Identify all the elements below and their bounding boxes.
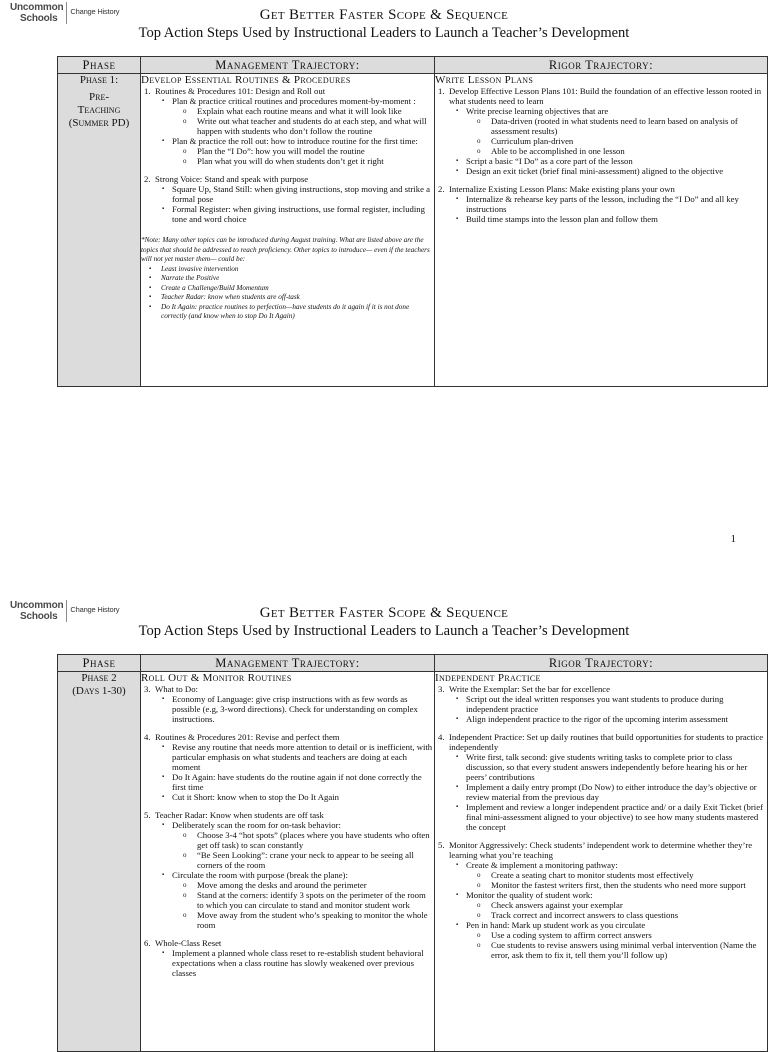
step-number: 5. — [144, 810, 151, 820]
sub-step — [435, 156, 767, 166]
sub-step — [435, 714, 767, 724]
page-number: 1 — [730, 533, 736, 545]
item-text: Create a Challenge/Build Momentum — [161, 283, 269, 292]
bullet-marker: ▪ — [456, 784, 459, 790]
rigor-header: Rigor Trajectory: — [435, 655, 768, 672]
sub-sub-step — [141, 910, 434, 930]
bullet-marker: o — [477, 881, 481, 889]
bullet-marker: ▪ — [456, 108, 459, 114]
bullet-marker: o — [183, 117, 187, 125]
logo-tagline: Change History — [70, 605, 120, 614]
item-text: Implement and review a longer independent practice and/ or a daily Exit Ticket (brief final mini-assessment aligned to your objective) to see how many students mastered the concept — [466, 802, 763, 832]
logo-line-2: Schools — [20, 13, 58, 24]
sub-step — [435, 214, 767, 224]
sub-sub-step — [435, 940, 767, 960]
step-number: 3. — [144, 684, 151, 694]
logo-line-1: Uncommon — [10, 2, 64, 13]
management-header: Management Trajectory: — [141, 655, 435, 672]
bullet-marker: ▪ — [456, 754, 459, 760]
page-title: Get Better Faster Scope & Sequence — [259, 605, 509, 621]
phase-label-line: Pre- — [88, 91, 109, 103]
rigor-header: Rigor Trajectory: — [435, 57, 768, 74]
bullet-marker: ▪ — [456, 216, 459, 222]
table-row — [58, 74, 768, 387]
step-number: 5. — [438, 840, 445, 850]
sub-step — [141, 820, 434, 830]
bullet-marker: ▪ — [456, 892, 459, 898]
bullet-marker: ▪ — [149, 265, 152, 272]
item-text: Pen in hand: Mark up student work as you circulate — [466, 920, 646, 930]
item-text: What to Do: — [155, 684, 198, 694]
item-text: Deliberately scan the room for on-task behavior: — [172, 820, 341, 830]
action-step — [141, 732, 434, 742]
sub-sub-step — [435, 116, 767, 136]
management-cell — [141, 672, 435, 1052]
item-text: Teacher Radar: know when students are off-task — [161, 293, 300, 301]
sub-sub-step — [435, 136, 767, 146]
page-title: Get Better Faster Scope & Sequence — [259, 7, 509, 23]
bullet-marker: o — [183, 891, 187, 899]
item-text: Narrate the Positive — [161, 274, 220, 282]
item-text: Choose 3-4 “hot spots” (places where you have students who often get off task) to scan constantly — [197, 830, 430, 850]
sub-sub-step — [141, 890, 434, 910]
action-step — [435, 86, 767, 106]
item-text: Whole-Class Reset — [155, 938, 222, 948]
sub-sub-step — [141, 156, 434, 166]
page-subtitle: Top Action Steps Used by Instructional Leaders to Launch a Teacher’s Development — [138, 623, 630, 639]
sub-step — [435, 802, 767, 832]
sub-sub-step — [141, 850, 434, 870]
item-text: Align independent practice to the rigor of the upcoming interim assessment — [466, 714, 729, 724]
item-text: Build time stamps into the lesson plan and follow them — [466, 214, 658, 224]
sub-step — [435, 860, 767, 870]
logo-tagline: Change History — [70, 7, 120, 16]
phase-header: Phase — [58, 57, 141, 74]
step-number: 2. — [438, 184, 445, 194]
bullet-marker: ▪ — [456, 168, 459, 174]
item-text: Script out the ideal written responses you want students to produce during independent practice — [466, 694, 724, 714]
sub-step — [435, 920, 767, 930]
note-item — [141, 274, 434, 284]
bullet-marker: ▪ — [162, 822, 165, 828]
bullet-marker: ▪ — [162, 696, 165, 702]
step-number: 1. — [144, 86, 151, 96]
action-step — [141, 86, 434, 96]
note-item — [141, 303, 434, 322]
bullet-marker: o — [477, 137, 481, 145]
bullet-marker: ▪ — [149, 275, 152, 281]
item-text: Internalize Existing Lesson Plans: Make existing plans your own — [449, 184, 675, 194]
step-number: 1. — [438, 86, 445, 96]
sub-step — [435, 166, 767, 176]
bullet-marker: ▪ — [162, 872, 165, 878]
section-title: Write Lesson Plans — [435, 74, 534, 86]
bullet-marker: ▪ — [456, 696, 459, 702]
bullet-marker: ▪ — [149, 303, 152, 310]
action-step — [141, 938, 434, 948]
page-subtitle: Top Action Steps Used by Instructional Leaders to Launch a Teacher’s Development — [138, 25, 630, 41]
item-text: Revise any routine that needs more attention to detail or is inefficient, with particular emphasis on what students and teachers are doing at each moment — [172, 742, 433, 772]
section-title: Develop Essential Routines & Procedures — [141, 74, 351, 86]
bullet-marker: ▪ — [456, 922, 459, 928]
table-header-row — [58, 655, 768, 672]
bullet-marker: o — [183, 157, 187, 165]
item-text: Cut it Short: know when to stop the Do It Again — [172, 792, 339, 802]
phase-label — [58, 672, 140, 698]
bullet-marker: ▪ — [162, 138, 165, 144]
sub-step — [141, 948, 434, 978]
sub-step — [141, 136, 434, 146]
phase-label-line: Phase 2 — [81, 672, 117, 684]
bullet-marker: ▪ — [149, 284, 152, 291]
sub-sub-step — [141, 830, 434, 850]
sub-step — [435, 752, 767, 782]
step-number: 6. — [144, 938, 151, 948]
phase-label-line: (Days 1-30) — [72, 685, 126, 697]
item-text: Plan the “I Do”: how you will model the routine — [197, 146, 365, 156]
bullet-marker: ▪ — [149, 294, 152, 300]
item-text: Stand at the corners: identify 3 spots on the perimeter of the room to which you can circulate to stand and monitor student work — [197, 890, 426, 910]
section-title: Roll Out & Monitor Routines — [141, 672, 292, 684]
bullet-marker: o — [477, 931, 481, 939]
item-text: Write out what teacher and students do at each step, and what will happen with students who don’t follow the routine — [197, 116, 427, 136]
item-text: Internalize & rehearse key parts of the lesson, including the “I Do” and all key instructions — [466, 194, 739, 214]
item-text: Plan & practice the roll out: how to introduce routine for the first time: — [172, 136, 418, 146]
action-step — [141, 810, 434, 820]
item-text: Able to be accomplished in one lesson — [491, 146, 625, 156]
sub-step — [141, 870, 434, 880]
sub-sub-step — [435, 900, 767, 910]
item-text: Create & implement a monitoring pathway: — [466, 860, 618, 870]
note-text: *Note: Many other topics can be introduced during August training. What are listed above are the topics that should be addressed to reach proficiency. Other topics to introduce— even if the teachers will not yet master them— could be: — [141, 236, 430, 263]
item-text: Cue students to revise answers using minimal verbal intervention (Name the error, ask them to fix it, tell them you’ll follow up) — [491, 940, 757, 960]
bullet-marker: ▪ — [162, 794, 165, 800]
sub-sub-step — [435, 910, 767, 920]
note-item — [141, 293, 434, 303]
rigor-cell — [435, 74, 768, 387]
sub-step — [435, 194, 767, 214]
bullet-marker: ▪ — [162, 186, 165, 192]
item-text: Routines & Procedures 101: Design and Roll out — [155, 86, 326, 96]
step-number: 4. — [144, 732, 151, 742]
phase-label-line: (Summer PD) — [68, 117, 130, 129]
logo-line-1: Uncommon — [10, 600, 64, 611]
item-text: Economy of Language: give crisp instructions with as few words as possible (e.g, 3-word directions). Check for understanding on complex instructions. — [172, 694, 418, 724]
step-number: 2. — [144, 174, 151, 184]
table-row — [58, 672, 768, 1052]
item-text: Curriculum plan-driven — [491, 136, 574, 146]
item-text: Use a coding system to affirm correct answers — [491, 930, 652, 940]
item-text: Script a basic “I Do” as a core part of the lesson — [466, 156, 633, 166]
phase-label — [58, 74, 140, 130]
bullet-marker: ▪ — [456, 196, 459, 202]
sub-step — [141, 742, 434, 772]
bullet-marker: o — [183, 147, 187, 155]
sub-step — [435, 782, 767, 802]
phase-label-line: Teaching — [77, 104, 121, 116]
sub-step — [435, 106, 767, 116]
phase-label-line: Phase 1: — [79, 74, 119, 86]
sub-step — [435, 890, 767, 900]
management-header: Management Trajectory: — [141, 57, 435, 74]
item-text: Teacher Radar: Know when students are off task — [155, 810, 324, 820]
item-text: Explain what each routine means and what it will look like — [197, 106, 402, 116]
item-text: Monitor Aggressively: Check students’ independent work to determine whether they’re learning what you’re teaching — [449, 840, 753, 860]
sub-sub-step — [435, 870, 767, 880]
phase-cell — [58, 672, 141, 1052]
rigor-cell — [435, 672, 768, 1052]
sub-sub-step — [435, 880, 767, 890]
step-number: 3. — [438, 684, 445, 694]
bullet-marker: o — [183, 881, 187, 889]
sub-sub-step — [435, 146, 767, 156]
bullet-marker: o — [477, 117, 481, 125]
bullet-marker: ▪ — [162, 950, 165, 956]
bullet-marker: ▪ — [162, 206, 165, 212]
bullet-marker: ▪ — [162, 98, 165, 104]
item-text: Strong Voice: Stand and speak with purpose — [155, 174, 309, 184]
phase-cell — [58, 74, 141, 387]
sub-sub-step — [435, 930, 767, 940]
action-step — [435, 732, 767, 752]
item-text: Do It Again: have students do the routine again if not done correctly the first time — [172, 772, 422, 792]
item-text: Data-driven (rooted in what students need to learn based on analysis of assessment results) — [491, 116, 738, 136]
bullet-marker: o — [183, 851, 187, 859]
scope-sequence-table — [57, 654, 768, 1052]
action-step — [141, 174, 434, 184]
bullet-marker: o — [183, 831, 187, 839]
bullet-marker: ▪ — [162, 744, 165, 750]
bullet-marker: o — [477, 871, 481, 879]
item-text: Do It Again: practice routines to perfection—have students do it again if it is not done correctly (and know when to stop Do It Again) — [161, 302, 410, 320]
item-text: Create a seating chart to monitor students most effectively — [491, 870, 694, 880]
note-item — [141, 265, 434, 275]
item-text: Write first, talk second: give students writing tasks to complete prior to class discussion, so that every student answers independently before hearing his or her peers’ contributions — [466, 752, 748, 782]
sub-step — [141, 772, 434, 792]
item-text: Routines & Procedures 201: Revise and perfect them — [155, 732, 340, 742]
phase-header: Phase — [58, 655, 141, 672]
sub-step — [435, 694, 767, 714]
sub-sub-step — [141, 106, 434, 116]
item-text: Circulate the room with purpose (break the plane): — [172, 870, 348, 880]
page-2 — [0, 598, 768, 1024]
bullet-marker: o — [183, 107, 187, 115]
bullet-marker: o — [477, 911, 481, 919]
sub-step — [141, 184, 434, 204]
scope-sequence-table — [57, 56, 768, 387]
action-step — [435, 184, 767, 194]
item-text: Move among the desks and around the perimeter — [197, 880, 367, 890]
item-text: Monitor the fastest writers first, then the students who need more support — [491, 880, 746, 890]
item-text: Implement a daily entry prompt (Do Now) to either introduce the day’s objective or review material from the previous day — [466, 782, 757, 802]
sub-step — [141, 694, 434, 724]
management-cell — [141, 74, 435, 387]
item-text: Plan what you will do when students don’t get it right — [197, 156, 384, 166]
note-item — [141, 284, 434, 294]
item-text: Check answers against your exemplar — [491, 900, 623, 910]
action-step — [435, 840, 767, 860]
item-text: Move away from the student who’s speaking to monitor the whole room — [197, 910, 428, 930]
sub-step — [141, 792, 434, 802]
item-text: Plan & practice critical routines and procedures moment-by-moment : — [172, 96, 416, 106]
bullet-marker: o — [477, 901, 481, 909]
sub-sub-step — [141, 146, 434, 156]
action-step — [435, 684, 767, 694]
bullet-marker: ▪ — [456, 862, 459, 868]
item-text: Formal Register: when giving instructions, use formal register, including tone and word choice — [172, 204, 425, 224]
item-text: “Be Seen Looking”: crane your neck to appear to be seeing all corners of the room — [197, 850, 414, 870]
table-header-row — [58, 57, 768, 74]
bullet-marker: ▪ — [456, 804, 459, 810]
logo-line-2: Schools — [20, 611, 58, 622]
bullet-marker: ▪ — [456, 716, 459, 722]
item-text: Least invasive intervention — [161, 264, 239, 273]
sub-step — [141, 204, 434, 224]
item-text: Implement a planned whole class reset to re-establish student behavioral expectations when a class routine has slowly weakened over previous classes — [172, 948, 424, 978]
item-text: Write the Exemplar: Set the bar for excellence — [449, 684, 611, 694]
step-number: 4. — [438, 732, 445, 742]
sub-sub-step — [141, 116, 434, 136]
item-text: Independent Practice: Set up daily routines that build opportunities for students to practice independently — [449, 732, 764, 752]
item-text: Design an exit ticket (brief final mini-assessment) aligned to the objective — [466, 166, 724, 176]
sub-step — [141, 96, 434, 106]
item-text: Square Up, Stand Still: when giving instructions, stop moving and strike a formal pose — [172, 184, 430, 204]
bullet-marker: o — [477, 941, 481, 949]
action-step — [141, 684, 434, 694]
bullet-marker: o — [183, 911, 187, 919]
bullet-marker: ▪ — [456, 158, 459, 164]
item-text: Monitor the quality of student work: — [466, 890, 593, 900]
item-text: Develop Effective Lesson Plans 101: Build the foundation of an effective lesson rooted in what students need to learn — [449, 86, 762, 106]
section-title: Independent Practice — [435, 672, 541, 684]
bullet-marker: o — [477, 147, 481, 155]
item-text: Write precise learning objectives that are — [466, 106, 609, 116]
sub-sub-step — [141, 880, 434, 890]
bullet-marker: ▪ — [162, 774, 165, 780]
item-text: Track correct and incorrect answers to class questions — [491, 910, 679, 920]
